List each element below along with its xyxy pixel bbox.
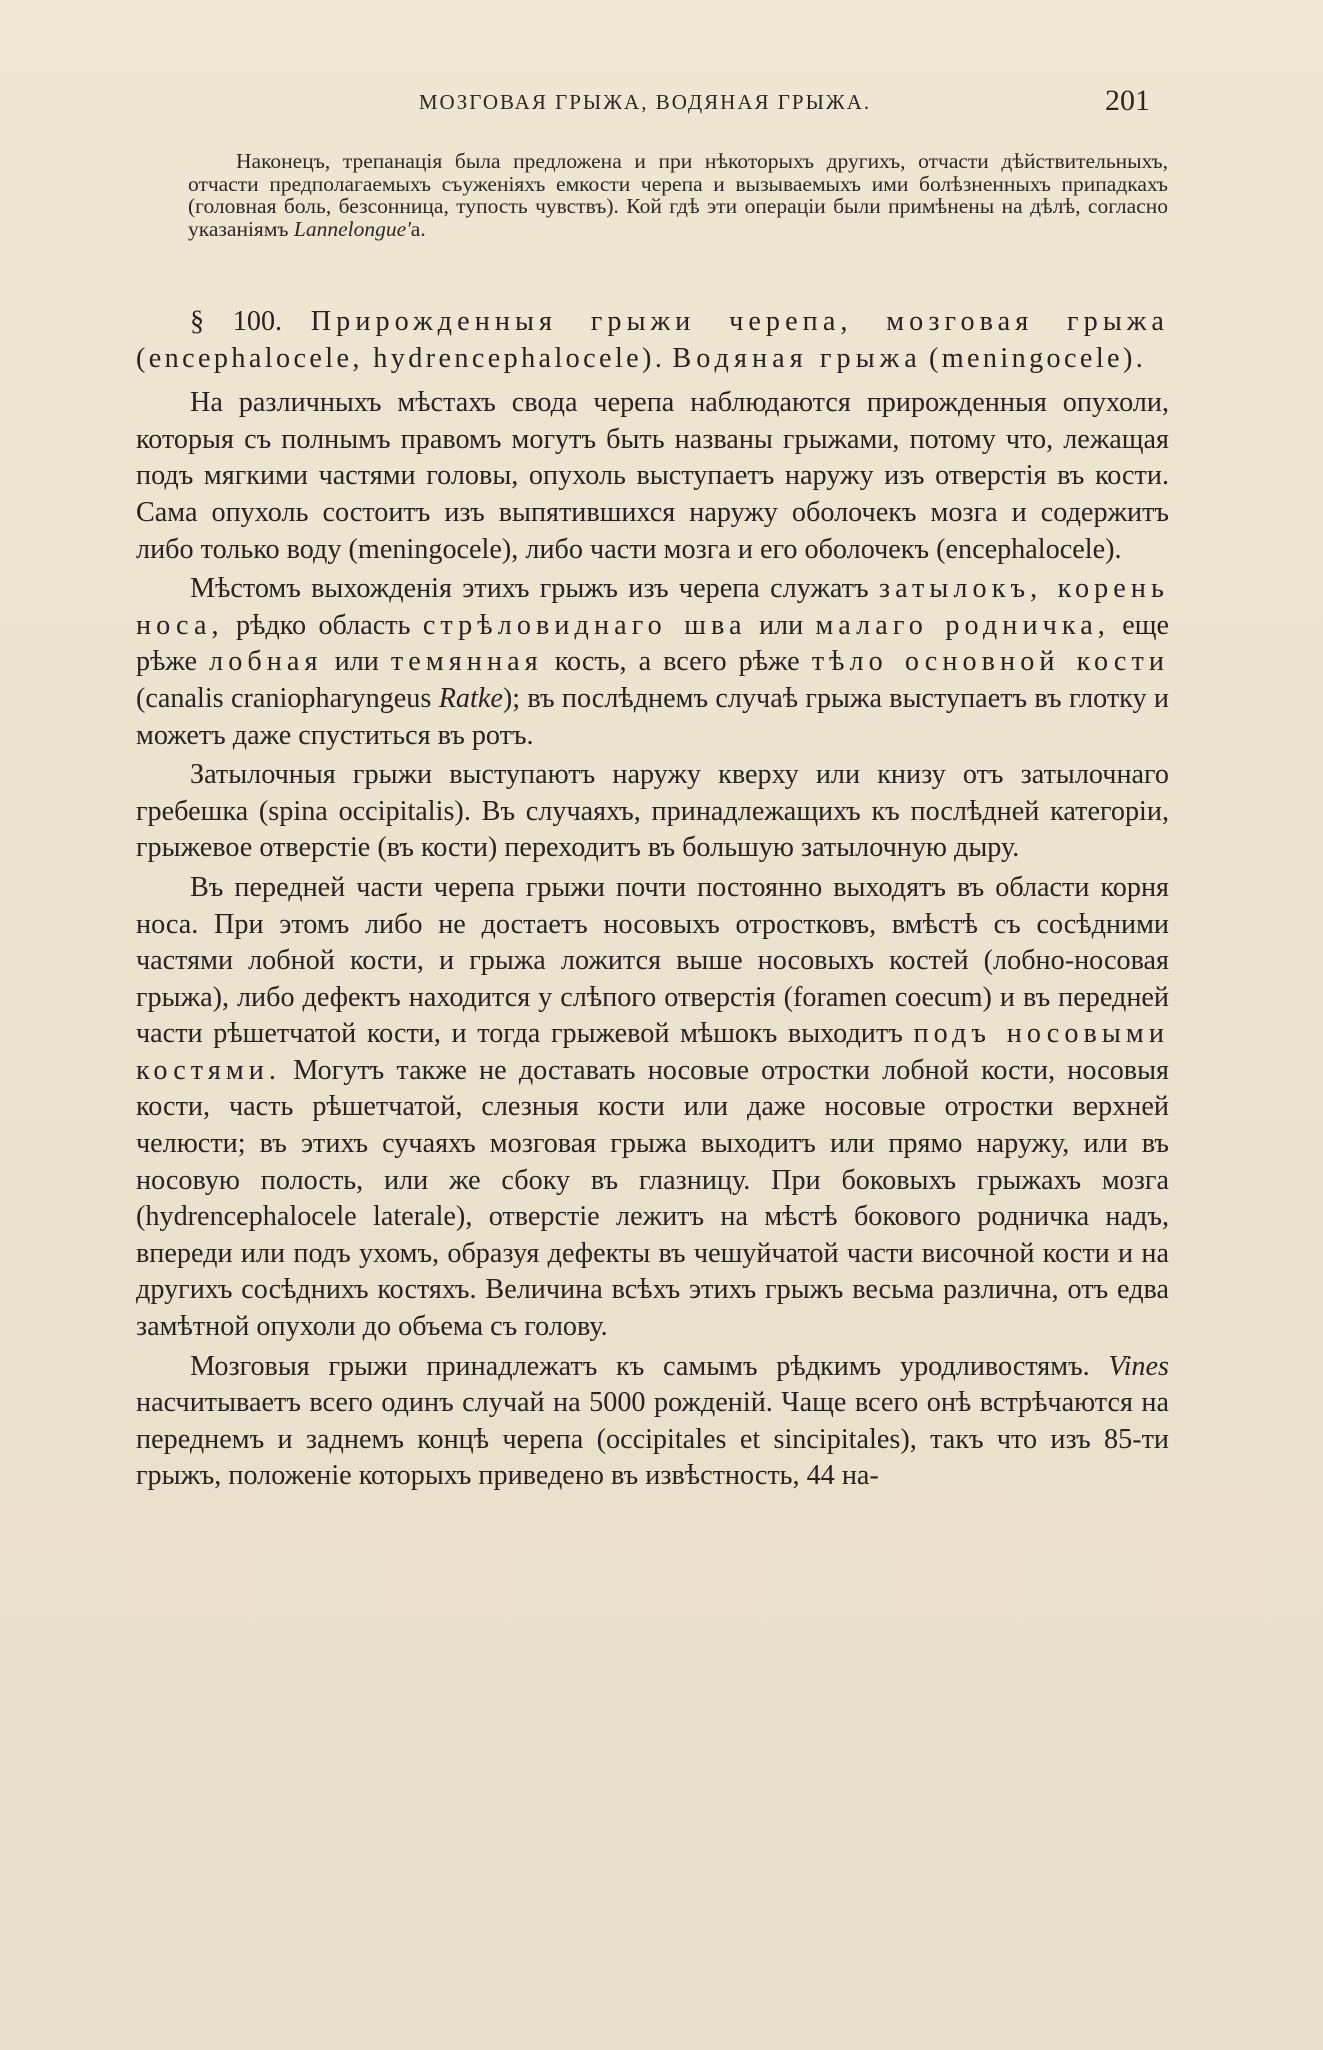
intro-paragraph [188,150,1168,240]
paragraph-4-text: Въ передней части черепа грыжи почти постоянно выходятъ въ области корня носа. При этомъ либо не достаетъ носовыхъ отростковъ, вмѣстѣ съ сосѣдними частями лобной кости, и грыжа ложится выше носовыхъ костей (лобно-носовая грыжа), либо дефектъ находится у слѣпого отверстія (foramen coecum) и въ передней части рѣшетчатой кости, и тогда грыжевой мѣшокъ выходитъ [136,871,1169,1050]
section-title-ru-2: Водяная грыжа [672,342,922,374]
paragraph-5-text: насчитываетъ всего одинъ случай на 5000 рожденій. Чаще всего онѣ встрѣчаются на переднемъ и заднемъ концѣ черепа (occipitales et sincipitales), такъ что изъ 85-ти грыжъ, положеніе которыхъ приведено въ извѣстность, 44 на- [136,1387,1169,1492]
paragraph-2-text: еще рѣже [136,609,1170,678]
section-heading [136,304,1169,377]
paragraph-2-text: или [746,609,816,641]
paragraph-1: На различныхъ мѣстахъ свода черепа наблюдаются прирожденныя опухоли, которыя съ полнымъ правомъ могутъ быть названы грыжами, потому что, лежащая подъ мягкими частями головы, опухоль выступаетъ наружу изъ отверстія въ кости. Сама опухоль состоитъ изъ выпятившихся наружу оболочекъ мозга и содержитъ либо только воду (meningocele), либо части мозга и его оболочекъ (encephalocele). [136,387,1169,565]
page-number: 201 [1105,84,1150,117]
paragraph-2-text: кость, а всего рѣже [542,646,812,678]
paragraph-5-text: Мозговыя грыжи принадлежатъ къ самымъ рѣдкимъ уродливостямъ. [190,1350,1109,1382]
paragraph-2-text: или [322,646,391,678]
section-number: § 100. [190,306,283,337]
paragraph-3: Затылочныя грыжи выступаютъ наружу кверху или книзу отъ затылочнаго гребешка (spina occipitalis). Въ случаяхъ, принадлежащихъ къ послѣдней категоріи, грыжевое отверстіе (въ кости) переходитъ въ большую затылочную дыру. [136,759,1169,864]
running-title: МОЗГОВАЯ ГРЫЖА, ВОДЯНАЯ ГРЫЖА. [418,90,872,114]
author-ratke: Ratke [438,682,503,714]
paragraph-5 [136,1349,1169,1495]
section-title-lat-2: (meningocele). [928,342,1147,374]
paragraph-4 [136,870,1169,1346]
main-text [136,304,1169,1498]
paragraph-4-text: Могутъ также не доставать носовые отростки лобной кости, носовыя кости, часть рѣшетчатой, слезныя кости или даже носовые отростки верхней челюсти; въ этихъ сучаяхъ мозговая грыжа выходитъ или прямо наружу, или въ носовую полость, или же сбоку въ глазницу. При боковыхъ грыжахъ мозга (hydrencephalocele laterale), отверстіе лежитъ на мѣстѣ бокового родничка надъ, впереди или подъ ухомъ, образуя дефекты въ чешуйчатой части височной кости и на другихъ сосѣднихъ костяхъ. Величина всѣхъ этихъ грыжъ весьма различна, отъ едва замѣтной опухоли до объема съ голову. [136,1054,1169,1343]
intro-paragraph-block [188,150,1168,240]
running-header [140,84,1150,124]
paragraph-2-text: рѣдко область [223,609,423,641]
emphasis-small-fontanelle: малаго родничка, [815,609,1110,641]
paragraph-2-text: (canalis craniopharyngeus [136,682,439,714]
emphasis-parietal: темянная [390,646,543,678]
paragraph-2-text: Мѣстомъ выхожденія этихъ грыжъ изъ черепа служатъ [190,573,879,605]
emphasis-frontal: лобная [209,646,323,678]
emphasis-under-nasal-bones: подъ носовыми костями. [136,1018,1169,1086]
author-reference: Lannelongue' [293,216,411,241]
emphasis-sphenoid-body: тѣло основной кости [811,646,1169,678]
author-vines: Vines [1108,1350,1169,1382]
paragraph-2 [136,571,1169,754]
section-title-lat: (encephalocele, hydrencephalocele). [136,342,666,374]
emphasis-sagittal-suture: стрѣловиднаго шва [422,609,747,641]
paragraph-2-text: ); въ послѣднемъ случаѣ грыжа выступаетъ въ глотку и можетъ даже спуститься въ ротъ. [136,682,1169,751]
intro-text-a: Наконецъ, трепанація была предложена и при нѣкоторыхъ другихъ, отчасти дѣйствительныхъ, отчасти предполагаемыхъ съуженіяхъ емкости черепа и вызываемыхъ ими болѣзненныхъ припадкахъ (головная боль, безсонница, тупость чувствъ). Кой гдѣ эти операціи были примѣнены на дѣлѣ, согласно указаніямъ [188,149,1168,241]
intro-text-b: а. [410,216,426,241]
section-title-ru: Прирожденныя грыжи черепа, мозговая грыжа [310,306,1169,337]
emphasis-occiput-nose: затылокъ, корень носа, [136,573,1169,641]
